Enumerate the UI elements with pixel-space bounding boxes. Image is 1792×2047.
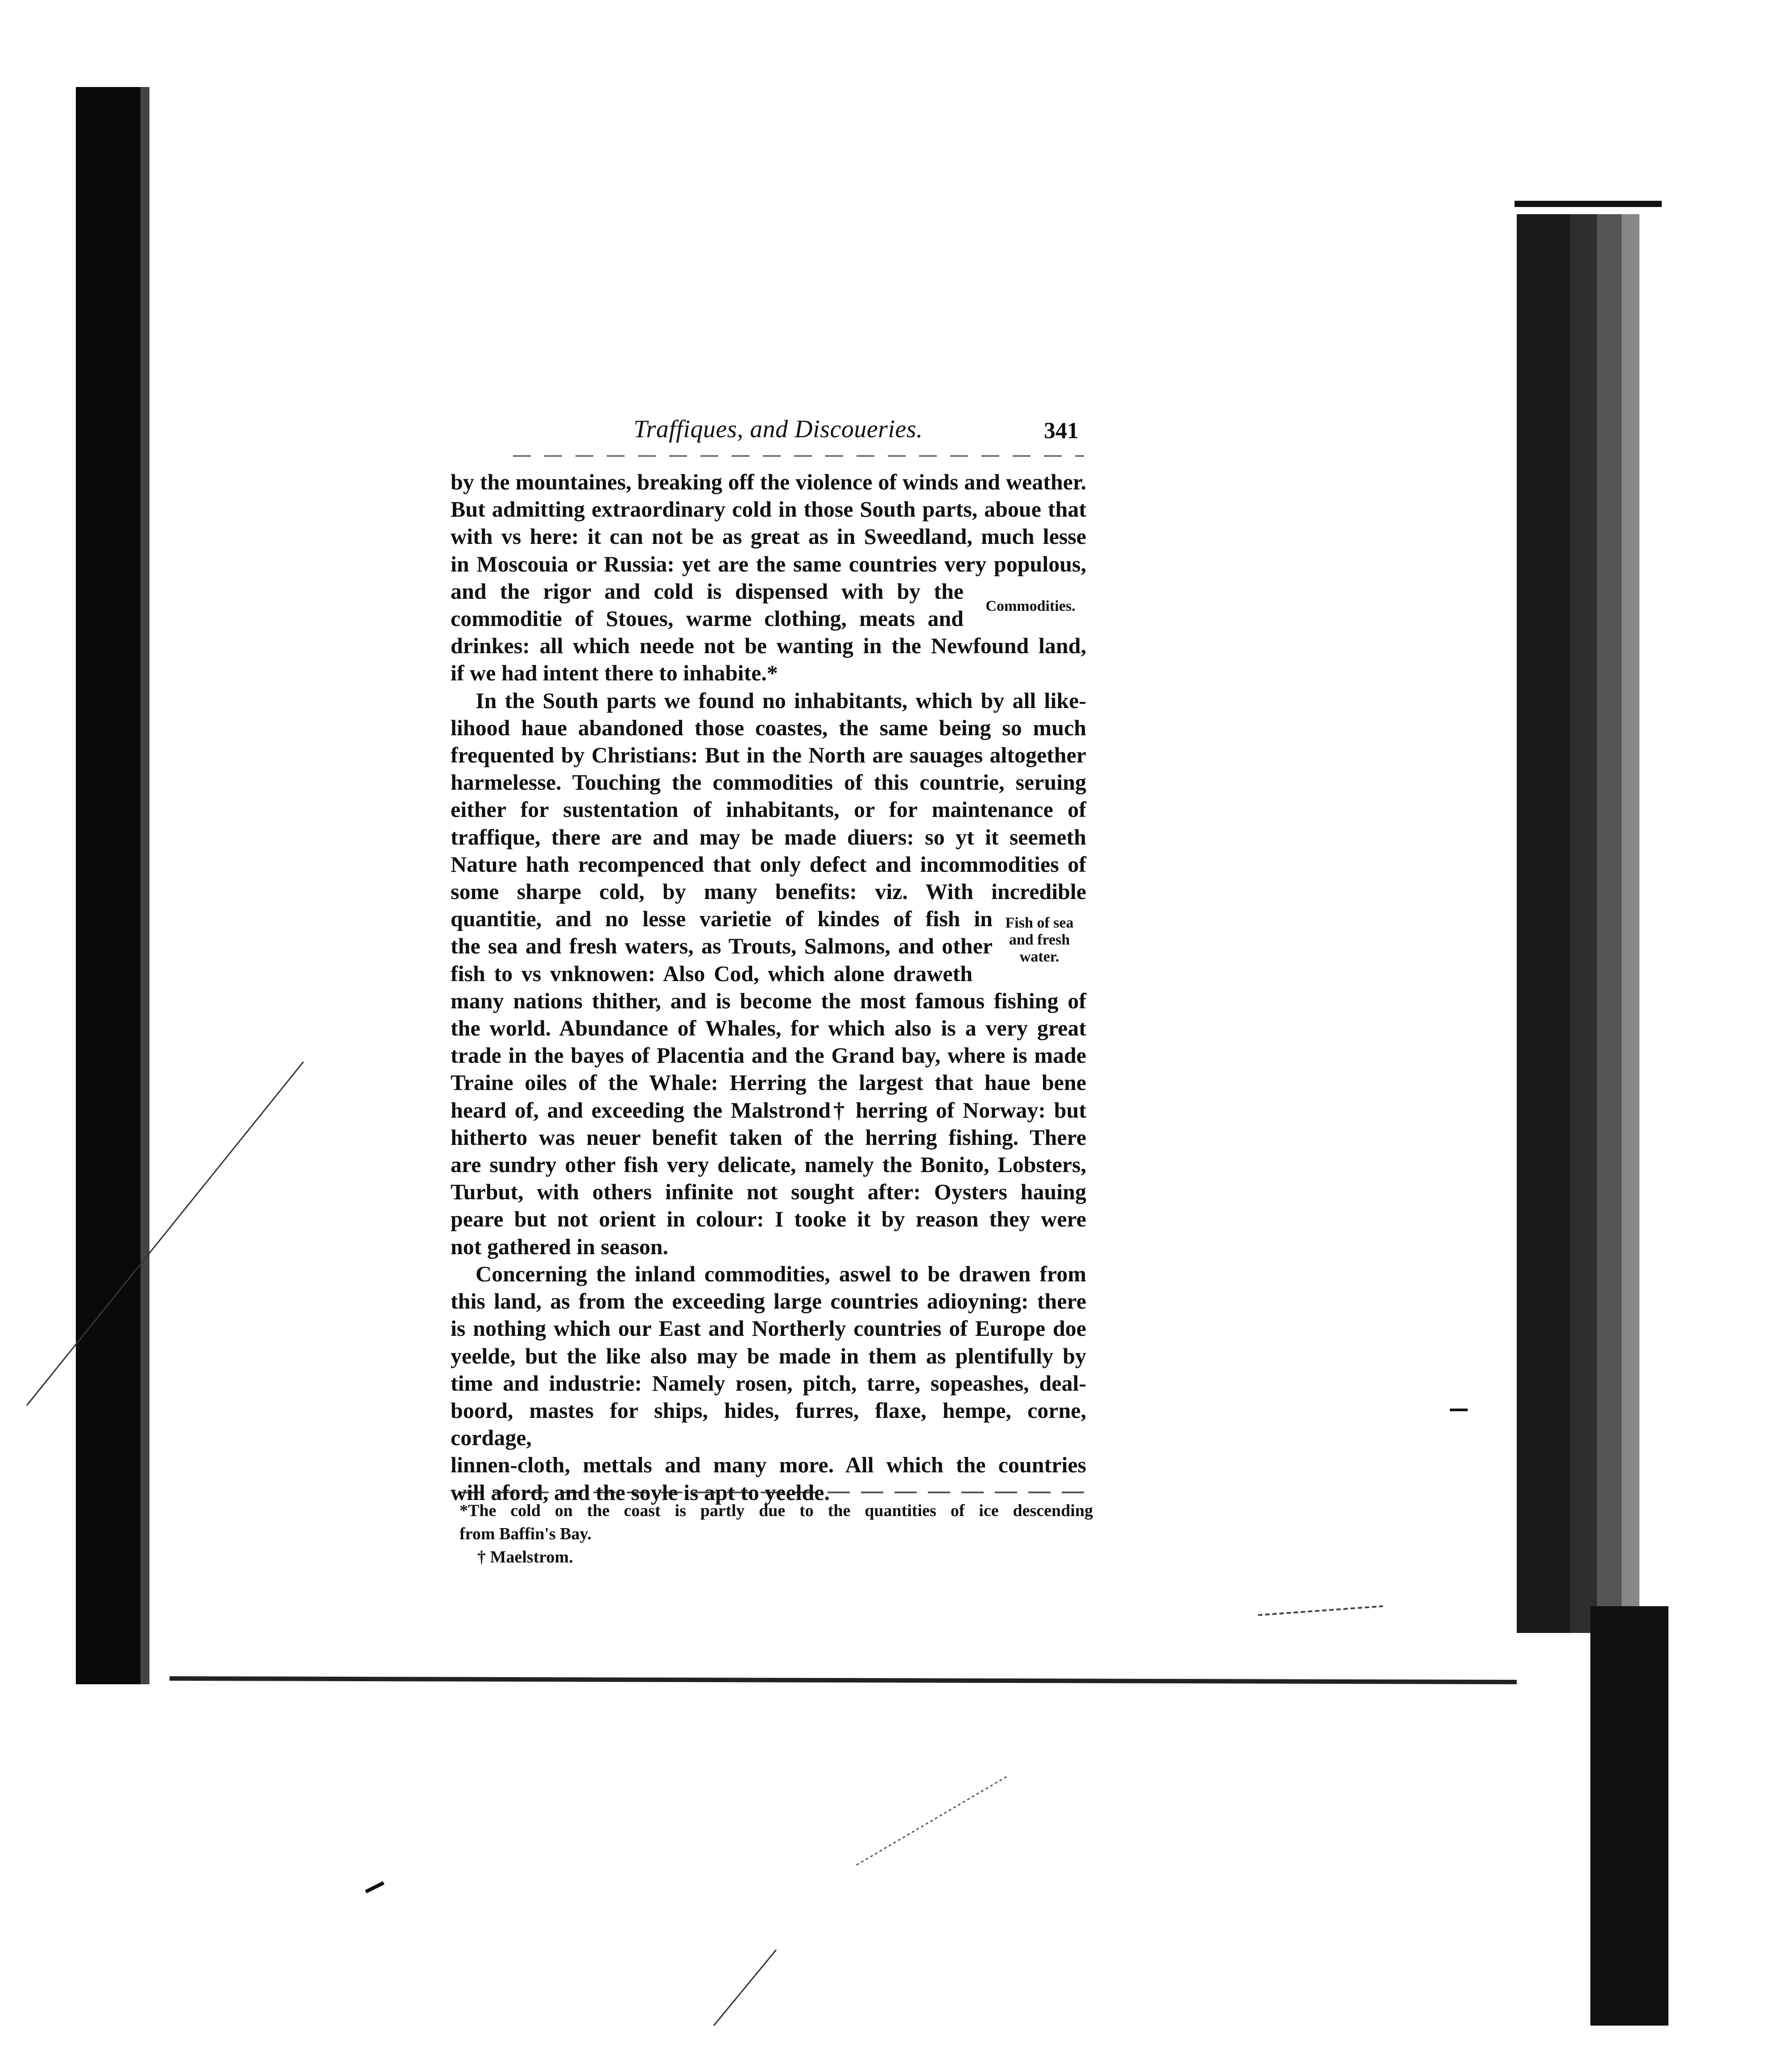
paragraph-3 [451, 1260, 1086, 1506]
text-line: frequented by Christians: But in the North are sauages altogether [451, 742, 1086, 768]
text-line: hitherto was neuer benefit taken of the herring fishing. There [451, 1124, 1086, 1150]
stray-dash-right [1258, 1606, 1383, 1615]
text-line: if we had intent there to inhabite.* [451, 660, 778, 686]
left-binding-inner [141, 87, 149, 1684]
running-header [633, 415, 1097, 451]
text-line: traffique, there are and may be made diuers: so yt it seemeth [451, 824, 1086, 849]
text-line: harmelesse. Touching the commodities of this countrie, seruing [451, 770, 1086, 795]
stray-mark-bottom-left [366, 1883, 384, 1892]
stray-diagonal-bottom [857, 1776, 1008, 1865]
right-page-shadow-c [1597, 214, 1622, 1633]
text-line: commoditie of Stoues, warme clothing, meats and [451, 606, 964, 631]
text-line: But admitting extraordinary cold in those South parts, aboue that [451, 497, 1086, 522]
stray-diagonal-left [27, 1062, 303, 1405]
paragraph-1 [451, 468, 1086, 687]
margin-note-line: Fish of sea [1005, 915, 1074, 931]
text-line: Nature hath recompenced that only defect and incommodities of [451, 851, 1086, 877]
text-line: is nothing which our East and Northerly countries of Europe doe [451, 1316, 1086, 1341]
text-line: are sundry other fish very delicate, namely the Bonito, Lobsters, [451, 1152, 1086, 1177]
text-line: In the South parts we found no inhabitants, which by all like- [476, 688, 1086, 713]
margin-note-line: water. [1019, 949, 1059, 965]
text-line: yeelde, but the like also may be made in them as plentifully by [451, 1343, 1086, 1368]
right-page-shadow-d [1622, 214, 1639, 1633]
page-number: 341 [1044, 418, 1079, 443]
text-line: boord, mastes for ships, hides, furres, flaxe, hempe, corne, cordage, [451, 1397, 1086, 1450]
text-line: this land, as from the exceeding large countries adioyning: there [451, 1289, 1086, 1314]
margin-note-commodities [970, 598, 1091, 615]
text-line: peare but not orient in colour: I tooke it by reason they were [451, 1206, 1086, 1232]
margin-note-fish [990, 915, 1088, 965]
paragraph-2 [451, 687, 1086, 1260]
bottom-page-edge [170, 1678, 1517, 1682]
text-line: some sharpe cold, by many benefits: viz. With incredible [451, 879, 1086, 904]
main-text [451, 468, 1086, 1506]
margin-note-text: Commodities. [985, 598, 1076, 614]
text-line: with vs here: it can not be as great as in Sweedland, much lesse [451, 524, 1086, 549]
text-line: Traine oiles of the Whale: Herring the largest that haue bene [451, 1070, 1086, 1095]
right-page-shadow-a [1517, 214, 1570, 1633]
text-line: Concerning the inland commodities, aswel to be drawen from [476, 1261, 1086, 1286]
text-line: drinkes: all which neede not be wanting in the Newfound land, [451, 633, 1086, 659]
left-binding-edge [76, 87, 141, 1684]
footnote-maelstrom: † Maelstrom. [477, 1548, 573, 1566]
text-line: either for sustentation of inhabitants, or for maintenance of [451, 797, 1086, 822]
footnote-cold-line: from Baffin's Bay. [459, 1525, 592, 1543]
footnotes [459, 1499, 1093, 1569]
right-edge-strip [1590, 1606, 1668, 2026]
text-line: in Moscouia or Russia: yet are the same countries very populous, [451, 551, 1086, 576]
text-line: the sea and fresh waters, as Trouts, Salmons, and other [451, 933, 993, 959]
text-line: fish to vs vnknowen: Also Cod, which alone draweth [451, 961, 973, 986]
text-line: Turbut, with others infinite not sought after: Oysters hauing [451, 1179, 1086, 1205]
text-line: time and industrie: Namely rosen, pitch, tarre, sopeashes, deal- [451, 1370, 1086, 1396]
text-line: lihood haue abandoned those coastes, the same being so much [451, 715, 1086, 740]
right-page-edge-bar [1515, 201, 1662, 207]
text-line: the world. Abundance of Whales, for which also is a very great [451, 1015, 1086, 1041]
right-page-shadow-b [1570, 214, 1597, 1633]
text-line: linnen-cloth, mettals and many more. All which the countries [451, 1452, 1086, 1478]
text-line: trade in the bayes of Placentia and the Grand bay, where is made [451, 1043, 1086, 1068]
text-line: by the mountaines, breaking off the violence of winds and weather. [451, 469, 1086, 494]
text-line: and the rigor and cold is dispensed with by the [451, 578, 964, 604]
stray-mark-bottom [714, 1950, 776, 2026]
text-line: many nations thither, and is become the most famous fishing of [451, 988, 1086, 1013]
margin-note-line: and fresh [1009, 932, 1070, 948]
footnote-cold-line: *The cold on the coast is partly due to the quantities of ice descending [459, 1501, 1093, 1520]
running-title: Traffiques, and Discoueries. [633, 415, 923, 443]
text-line: not gathered in season. [451, 1234, 669, 1259]
text-line: will aford, and the soyle is apt to yeelde. [451, 1479, 830, 1505]
text-line: heard of, and exceeding the Malstrond† herring of Norway: but [451, 1097, 1086, 1123]
text-line: quantitie, and no lesse varietie of kindes of fish in [451, 906, 993, 932]
